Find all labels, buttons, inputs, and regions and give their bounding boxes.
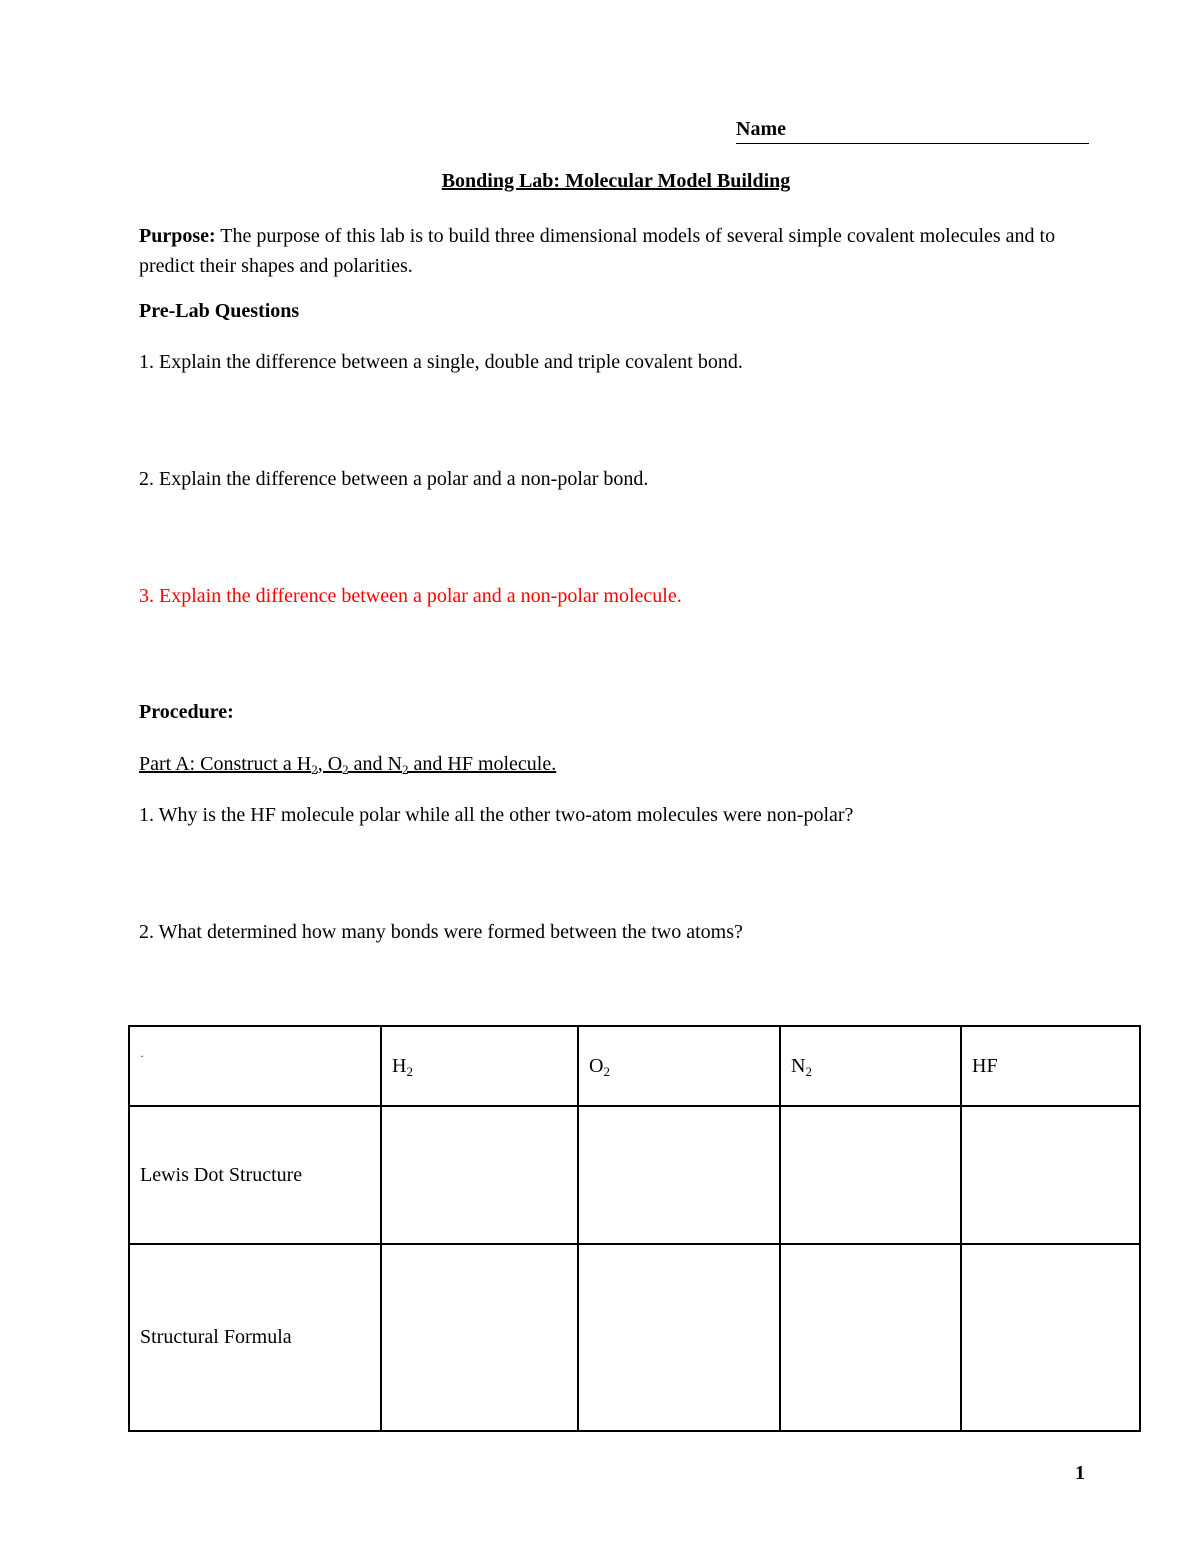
table-header-row — [129, 1026, 1140, 1106]
header-h2: $H_2$ — [381, 1026, 578, 1106]
page-number: 1 — [1075, 1462, 1085, 1484]
cell-structural-o2[interactable] — [578, 1244, 780, 1431]
cell-lewis-hf[interactable] — [961, 1106, 1140, 1244]
part-a-instruction: Part A: Construct a $H_2$, $O_2$ and $N_2$ and HF molecule. — [139, 753, 557, 777]
cell-lewis-o2[interactable] — [578, 1106, 780, 1244]
prelab-question-3: 3. Explain the difference between a polar and a non-polar molecule. — [139, 585, 682, 607]
cell-structural-n2[interactable] — [780, 1244, 961, 1431]
row-label-lewis: Lewis Dot Structure — [129, 1106, 381, 1244]
cell-structural-h2[interactable] — [381, 1244, 578, 1431]
header-o2: $O_2$ — [578, 1026, 780, 1106]
page-title: Bonding Lab: Molecular Model Building — [441, 170, 791, 192]
row-label-structural: Structural Formula — [129, 1244, 381, 1431]
table-corner-cell: · — [129, 1026, 381, 1106]
cell-lewis-n2[interactable] — [780, 1106, 961, 1244]
name-input-line[interactable] — [736, 143, 1089, 144]
purpose-text: The purpose of this lab is to build three dimensional models of several simple covalent molecules and to predict their shapes and polarities. — [139, 225, 1056, 277]
prelab-heading: Pre-Lab Questions — [139, 300, 300, 322]
table-row — [129, 1106, 1140, 1244]
header-n2: $N_2$ — [780, 1026, 961, 1106]
procedure-heading: Procedure: — [139, 701, 234, 723]
prelab-question-2: 2. Explain the difference between a polar and a non-polar bond. — [139, 468, 649, 490]
procedure-question-1: 1. Why is the HF molecule polar while all the other two-atom molecules were non-polar? — [139, 804, 854, 826]
cell-lewis-h2[interactable] — [381, 1106, 578, 1244]
molecule-table — [128, 1025, 1141, 1432]
purpose-paragraph — [139, 221, 1099, 281]
cell-structural-hf[interactable] — [961, 1244, 1140, 1431]
purpose-label: Purpose: — [139, 225, 216, 247]
name-label: Name — [736, 118, 786, 140]
table-row — [129, 1244, 1140, 1431]
prelab-question-1: 1. Explain the difference between a single, double and triple covalent bond. — [139, 351, 743, 373]
procedure-question-2: 2. What determined how many bonds were formed between the two atoms? — [139, 921, 743, 943]
header-hf: HF — [961, 1026, 1140, 1106]
